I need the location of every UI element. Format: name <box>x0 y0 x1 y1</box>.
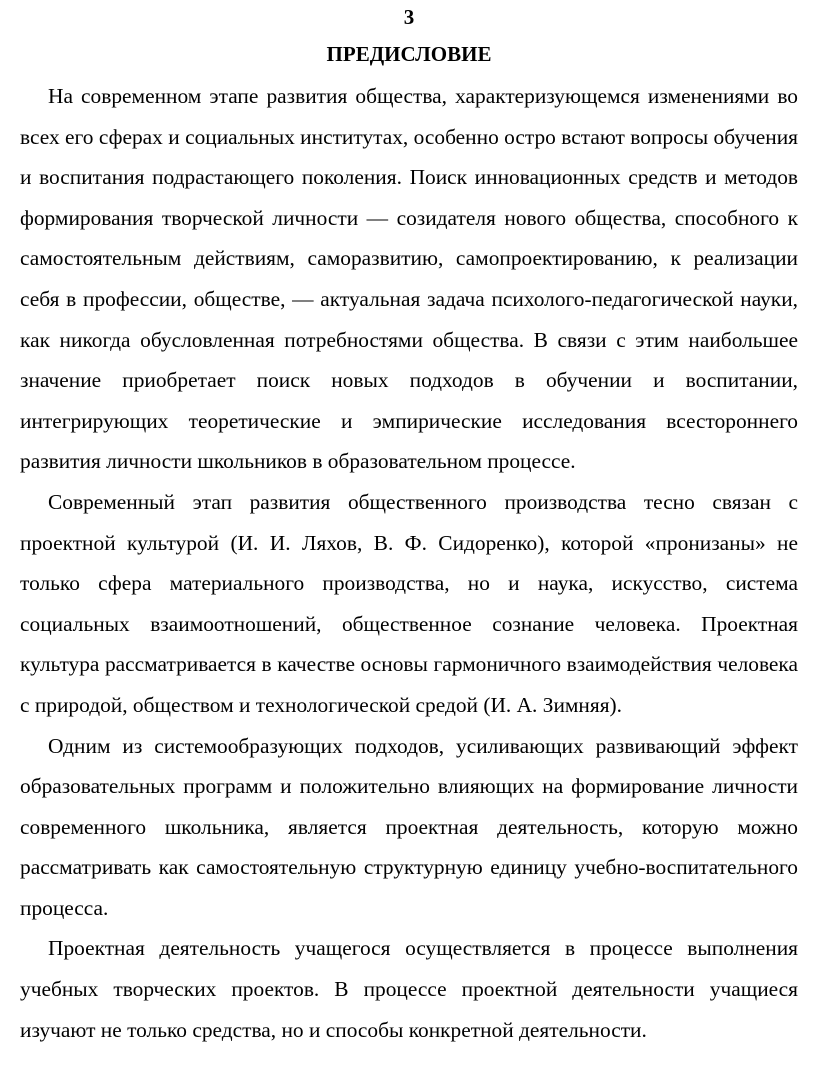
document-page <box>20 0 798 1050</box>
page-title: ПРЕДИСЛОВИЕ <box>326 42 492 66</box>
paragraph-4: Проектная деятельность учащегося осуществляется в процессе выполнения учебных творческих проектов. В процессе проектной деятельности учащиеся изучают не только средства, но и способы конкретной деятельности. <box>20 936 798 1042</box>
paragraph-2: Современный этап развития общественного производства тесно связан с проектной культурой (И. И. Ляхов, В. Ф. Сидоренко), которой «пронизаны» не только сфера материального производства, но и наука, искусство, система социальных взаимоотношений, общественное сознание человека. Проектная культура рассматривается в качестве основы гармоничного взаимодействия человека с природой, обществом и технологической средой (И. А. Зимняя). <box>20 489 798 717</box>
paragraph-1: На современном этапе развития общества, характеризующемся изменениями во всех его сферах и социальных институтах, особенно остро встают вопросы обучения и воспитания подрастающего поколения. Поиск инновационных средств и методов формирования творческой личности — созидателя нового общества, способного к самостоятельным действиям, саморазвитию, самопроектированию, к реализации себя в профессии, обществе, — актуальная задача психолого-педагогической науки, как никогда обусловленная потребностями общества. В связи с этим наибольшее значение приобретает поиск новых подходов в обучении и воспитании, интегрирующих теоретические и эмпирические исследования всестороннего развития личности школьников в образовательном процессе. <box>20 84 798 474</box>
page-number: 3 <box>403 5 415 29</box>
paragraph-3: Одним из системообразующих подходов, усиливающих развивающий эффект образовательных программ и положительно влияющих на формирование личности современного школьника, является проектная деятельность, которую можно рассматривать как самостоятельную структурную единицу учебно-воспитательного процесса. <box>20 733 798 920</box>
